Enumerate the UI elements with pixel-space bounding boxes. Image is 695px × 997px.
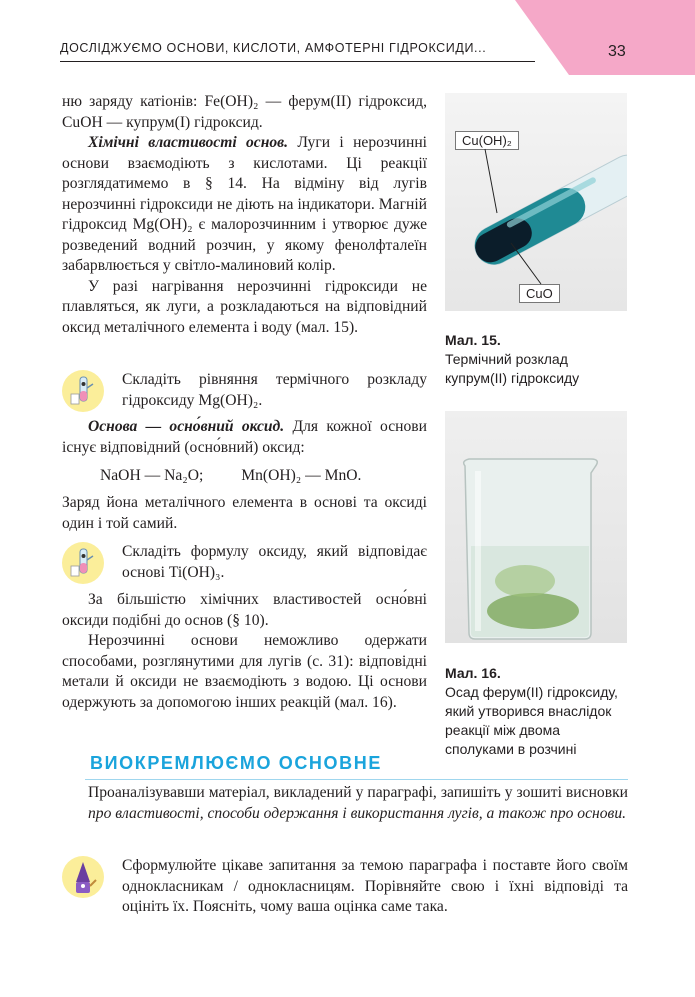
task-3 — [62, 856, 628, 918]
section-heading: ВИОКРЕМЛЮЄМО ОСНОВНЕ — [90, 753, 382, 773]
paragraph-4-rest: Для кожної основи існує відповідний (осно́вний) оксид: — [62, 418, 427, 456]
page-corner-decoration — [515, 0, 695, 75]
paragraph-4-lead: Основа — осно́вний оксид. — [88, 418, 285, 435]
section-divider — [85, 779, 628, 780]
summary-p1-start: Проаналізувавши матеріал, викладений у параграфі, запишіть у зошиті висновки — [88, 784, 628, 801]
task-1 — [62, 370, 427, 411]
paragraph-6: За більшістю хімічних властивостей осно́вні оксиди подібні до основ (§ 10). — [62, 591, 427, 629]
figure-16-caption — [445, 664, 631, 759]
task-3-text: Сформулюйте цікаве запитання за темою параграфа і поставте його своїм однокласникам / однокласницям. Порівняйте свою і їхні відповіді та оцініть їх. Поясніть, чому ваша оцінка саме така. — [122, 857, 628, 915]
task-1-text: Складіть рівняння термічного розкладу гідроксиду Mg(OH)₂. — [122, 371, 427, 409]
main-text-block-3 — [62, 493, 427, 534]
figure-16-photo — [445, 411, 627, 643]
paragraph-7: Нерозчинні основи неможливо одержати способами, розглянутими для лугів (с. 31): відповідні метали й оксиди не взаємодіють з водою. Ці основи одержують за допомогою інших реакцій (мал. 16). — [62, 632, 427, 711]
formula-mnoh2: Mn(OH)₂ — MnO. — [241, 467, 362, 484]
figure-16-caption-text: Осад ферум(II) гідроксиду, який утворився внаслідок реакції між двома сполуками в розчині — [445, 684, 618, 757]
test-tube-character-icon — [62, 542, 104, 584]
summary-paragraph-1 — [88, 783, 628, 824]
figure-16-caption-title: Мал. 16. — [445, 665, 501, 681]
paragraph-3: У разі нагрівання нерозчинні гідроксиди не плавляться, як луги, а розкладаються на відповідний оксид металічного елемента і воду (мал. 15). — [62, 277, 427, 336]
paragraph-2-rest: Луги і нерозчинні основи взаємодіють з кислотами. Ці реакції розглядатимемо в § 14. На відміну від лугів нерозчинні гідроксиди не діють на індикатори. Магній гідроксид Mg(OH)₂ є малорозчинним і утворює дуже розведений водний розчин, у якому фенолфталеїн забарвлюється у світло-малиновий колір. — [62, 134, 427, 274]
task-2-text: Складіть формулу оксиду, який відповідає основі Ti(OH)₃. — [122, 543, 427, 581]
paragraph-1: ню заряду катіонів: Fe(OH)₂ — ферум(II) гідроксид, CuOH — купрум(I) гідроксид. — [62, 93, 427, 131]
summary-p1-italic: про властивості, способи одержання і використання лугів, а також про основи. — [88, 804, 627, 822]
main-text-block-2 — [62, 417, 427, 458]
paragraph-4 — [62, 417, 427, 458]
formula-line — [100, 467, 361, 485]
paragraph-2 — [62, 133, 427, 277]
task-2 — [62, 542, 427, 583]
label-cuoh2: Cu(OH)₂ — [455, 131, 519, 150]
main-text-block-4 — [62, 590, 427, 713]
paragraph-2-lead: Хімічні властивості основ. — [88, 134, 289, 151]
figure-15-caption-text: Термічний розклад купрум(II) гідроксиду — [445, 351, 580, 386]
figure-15-photo — [445, 93, 627, 311]
figure-15-caption-title: Мал. 15. — [445, 332, 501, 348]
page-number: 33 — [608, 43, 626, 60]
formula-naoh: NaOH — Na₂O; — [100, 467, 204, 484]
main-text-block-1 — [62, 92, 427, 338]
label-cuo: CuO — [519, 284, 560, 303]
wizard-character-icon — [62, 856, 104, 898]
running-header: ДОСЛІДЖУЄМО ОСНОВИ, КИСЛОТИ, АМФОТЕРНІ ГІДРОКСИДИ... — [60, 41, 535, 62]
test-tube-character-icon — [62, 370, 104, 412]
figure-15-caption — [445, 331, 605, 388]
paragraph-5: Заряд йона металічного елемента в основі та оксиді один і той самий. — [62, 494, 427, 532]
